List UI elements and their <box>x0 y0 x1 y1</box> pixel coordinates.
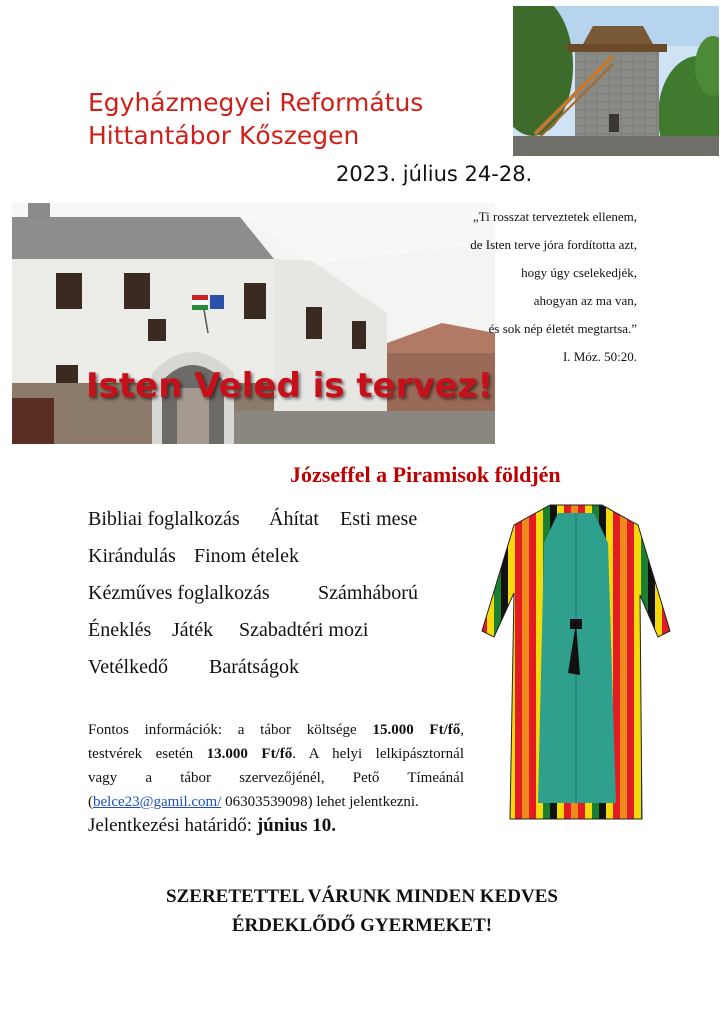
info-text: ( <box>88 794 93 810</box>
closing-message <box>0 882 724 940</box>
title-line-2: Hittantábor Kőszegen <box>88 121 360 150</box>
activity-item: Esti mese <box>340 508 418 530</box>
activity-item: Áhítat <box>269 508 319 530</box>
striped-coat-illustration <box>480 503 672 821</box>
coat-stripe <box>501 503 508 821</box>
activity-item: Számháború <box>318 582 418 604</box>
coat-stripe <box>494 503 501 821</box>
activity-item: Szabadtéri mozi <box>239 619 369 641</box>
bible-quote <box>400 203 637 371</box>
quote-reference: I. Móz. 50:20. <box>562 349 637 364</box>
coat-stripe <box>655 503 662 821</box>
activity-row <box>88 579 448 616</box>
activity-item: Éneklés <box>88 619 152 641</box>
info-line-3: vagy a tábor szervezőjénél, Pető Tímeánál <box>88 770 464 786</box>
sibling-price: 13.000 Ft/fő <box>206 746 293 762</box>
quote-line: hogy úgy cselekedjék, <box>521 265 637 280</box>
camp-date: 2023. július 24-28. <box>336 162 533 186</box>
info-text: Fontos információk: a tábor költsége <box>88 722 373 738</box>
coat-stripe <box>662 503 669 821</box>
info-line-4 <box>88 790 464 814</box>
activity-item: Bibliai foglalkozás <box>88 508 240 530</box>
activity-row <box>88 616 448 653</box>
deadline-label: Jelentkezési határidő: <box>88 815 257 836</box>
activity-item: Kirándulás <box>88 545 176 567</box>
registration-deadline <box>88 815 336 837</box>
info-line-1 <box>88 718 464 742</box>
coat-stripe <box>669 503 672 821</box>
closing-line-2: ÉRDEKLŐDŐ GYERMEKET! <box>231 915 493 936</box>
camp-subtitle: Józseffel a Piramisok földjén <box>290 462 561 487</box>
coat-stripe <box>522 503 529 821</box>
quote-line: de Isten terve jóra fordította azt, <box>470 237 637 252</box>
poster-title <box>88 86 423 152</box>
quote-line: „Ti rosszat terveztetek ellenem, <box>472 209 637 224</box>
title-line-1: Egyházmegyei Református <box>88 88 424 117</box>
activity-list <box>88 505 448 690</box>
quote-line: ahogyan az ma van, <box>533 293 637 308</box>
tower-photo <box>513 6 719 156</box>
info-line-2 <box>88 742 464 766</box>
deadline-date: június 10. <box>256 815 337 836</box>
quote-line: és sok nép életét megtartsa.” <box>488 321 637 336</box>
activity-row <box>88 653 448 690</box>
info-paragraph <box>88 718 464 814</box>
coat-stripe <box>515 503 522 821</box>
info-text: 06303539098) lehet jelentkezni. <box>221 794 419 810</box>
camp-price: 15.000 Ft/fő <box>372 722 461 738</box>
info-text: , <box>460 722 464 738</box>
activity-item: Barátságok <box>209 656 299 678</box>
coat-stripe <box>627 503 634 821</box>
info-text: testvérek esetén <box>88 746 207 762</box>
info-text: . A helyi lelkipásztornál <box>292 746 464 762</box>
activity-row <box>88 505 448 542</box>
coat-stripe <box>620 503 627 821</box>
coat-stripe <box>634 503 641 821</box>
coat-stripe <box>529 503 536 821</box>
coat-stripe <box>648 503 655 821</box>
coat-stripe <box>480 503 487 821</box>
activity-item: Finom ételek <box>194 545 299 567</box>
activity-item: Kézműves foglalkozás <box>88 582 270 604</box>
email-link[interactable]: belce23@gamil.com/ <box>93 794 222 810</box>
closing-line-1: SZERETETTEL VÁRUNK MINDEN KEDVES <box>166 886 558 907</box>
slogan: Isten Veled is tervez! <box>86 366 493 406</box>
activity-item: Vetélkedő <box>88 656 168 678</box>
activity-item: Játék <box>172 619 214 641</box>
coat-stripe <box>508 503 515 821</box>
coat-stripe <box>487 503 494 821</box>
activity-row <box>88 542 448 579</box>
